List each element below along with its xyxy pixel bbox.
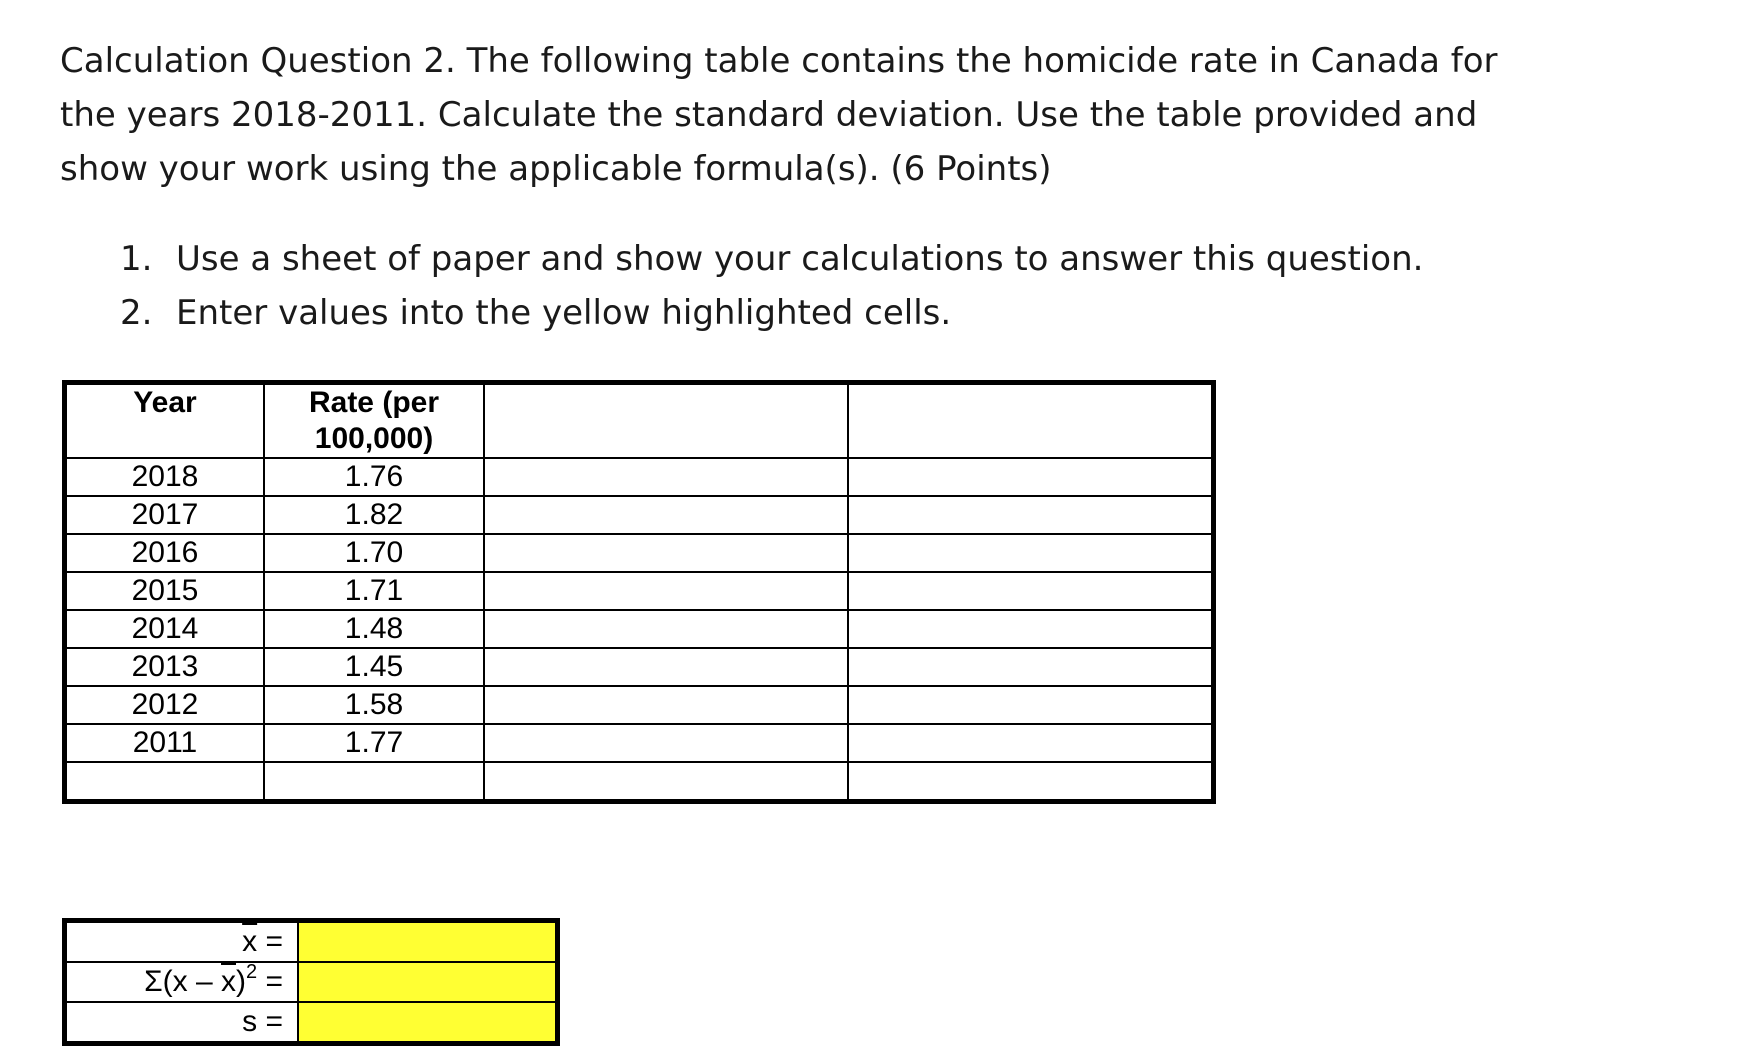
rate-cell: 1.82 — [264, 496, 484, 534]
sum-squares-equals: = — [257, 965, 283, 998]
work-cell[interactable] — [484, 724, 848, 762]
sum-squares-label — [65, 962, 299, 1002]
work-cell[interactable] — [484, 610, 848, 648]
sum-squares-close: ) — [236, 965, 247, 998]
work-cell[interactable] — [848, 648, 1214, 686]
mean-symbol: $\overline{x}$ — [242, 925, 258, 958]
total-cell[interactable] — [848, 762, 1214, 802]
rate-cell: 1.71 — [264, 572, 484, 610]
table-row — [65, 496, 1214, 534]
year-cell: 2017 — [65, 496, 265, 534]
question-text: Calculation Question 2. The following table contains the homicide rate in Canada for the years 2018-2011. Calculate the standard deviation. Use the table provided and show your work using the applicable formula(s). (6 Points) — [60, 41, 1498, 189]
table-header-row — [65, 383, 1214, 459]
table-row-total — [65, 762, 1214, 802]
work-cell[interactable] — [848, 534, 1214, 572]
header-blank-4[interactable] — [848, 383, 1214, 459]
mean-answer-cell[interactable] — [298, 921, 558, 963]
std-dev-row — [65, 1002, 558, 1044]
sum-squares-row — [65, 962, 558, 1002]
instruction-text: Enter values into the yellow highlighted cells. — [176, 293, 952, 333]
year-cell: 2014 — [65, 610, 265, 648]
total-cell[interactable] — [65, 762, 265, 802]
instruction-number: 1. — [120, 239, 153, 279]
sum-squares-prefix: Σ(x – — [144, 965, 222, 998]
std-dev-label: s = — [65, 1002, 299, 1044]
work-cell[interactable] — [848, 496, 1214, 534]
sum-squares-mean-symbol: $\overline{x}$ — [221, 965, 237, 998]
homicide-rate-table — [62, 380, 1216, 804]
sum-squares-answer-cell[interactable] — [298, 962, 558, 1002]
year-cell: 2018 — [65, 458, 265, 496]
rate-cell: 1.70 — [264, 534, 484, 572]
work-cell[interactable] — [484, 458, 848, 496]
instruction-item — [120, 286, 1423, 340]
std-dev-answer-cell[interactable] — [298, 1002, 558, 1044]
year-cell: 2013 — [65, 648, 265, 686]
mean-row — [65, 921, 558, 963]
header-year: Year — [65, 383, 265, 459]
answer-table — [62, 918, 560, 1046]
instruction-item — [120, 232, 1423, 286]
instruction-number: 2. — [120, 293, 153, 333]
table-row — [65, 572, 1214, 610]
rate-cell: 1.77 — [264, 724, 484, 762]
instruction-text: Use a sheet of paper and show your calculations to answer this question. — [176, 239, 1424, 279]
table-row — [65, 648, 1214, 686]
instruction-list — [120, 232, 1423, 340]
rate-cell: 1.76 — [264, 458, 484, 496]
work-cell[interactable] — [848, 686, 1214, 724]
table-row — [65, 686, 1214, 724]
mean-label — [65, 921, 299, 963]
year-cell: 2011 — [65, 724, 265, 762]
total-cell[interactable] — [264, 762, 484, 802]
year-cell: 2012 — [65, 686, 265, 724]
work-cell[interactable] — [484, 648, 848, 686]
work-cell[interactable] — [848, 458, 1214, 496]
work-cell[interactable] — [848, 724, 1214, 762]
sum-squares-exponent: 2 — [246, 961, 258, 983]
work-cell[interactable] — [848, 610, 1214, 648]
header-blank-3[interactable] — [484, 383, 848, 459]
header-rate: Rate (per 100,000) — [264, 383, 484, 459]
mean-equals: = — [257, 925, 283, 958]
work-cell[interactable] — [484, 496, 848, 534]
year-cell: 2015 — [65, 572, 265, 610]
rate-cell: 1.45 — [264, 648, 484, 686]
rate-cell: 1.48 — [264, 610, 484, 648]
work-cell[interactable] — [484, 534, 848, 572]
table-row — [65, 458, 1214, 496]
rate-cell: 1.58 — [264, 686, 484, 724]
table-row — [65, 610, 1214, 648]
work-cell[interactable] — [484, 686, 848, 724]
table-row — [65, 534, 1214, 572]
work-cell[interactable] — [848, 572, 1214, 610]
table-row — [65, 724, 1214, 762]
total-cell[interactable] — [484, 762, 848, 802]
work-cell[interactable] — [484, 572, 848, 610]
year-cell: 2016 — [65, 534, 265, 572]
